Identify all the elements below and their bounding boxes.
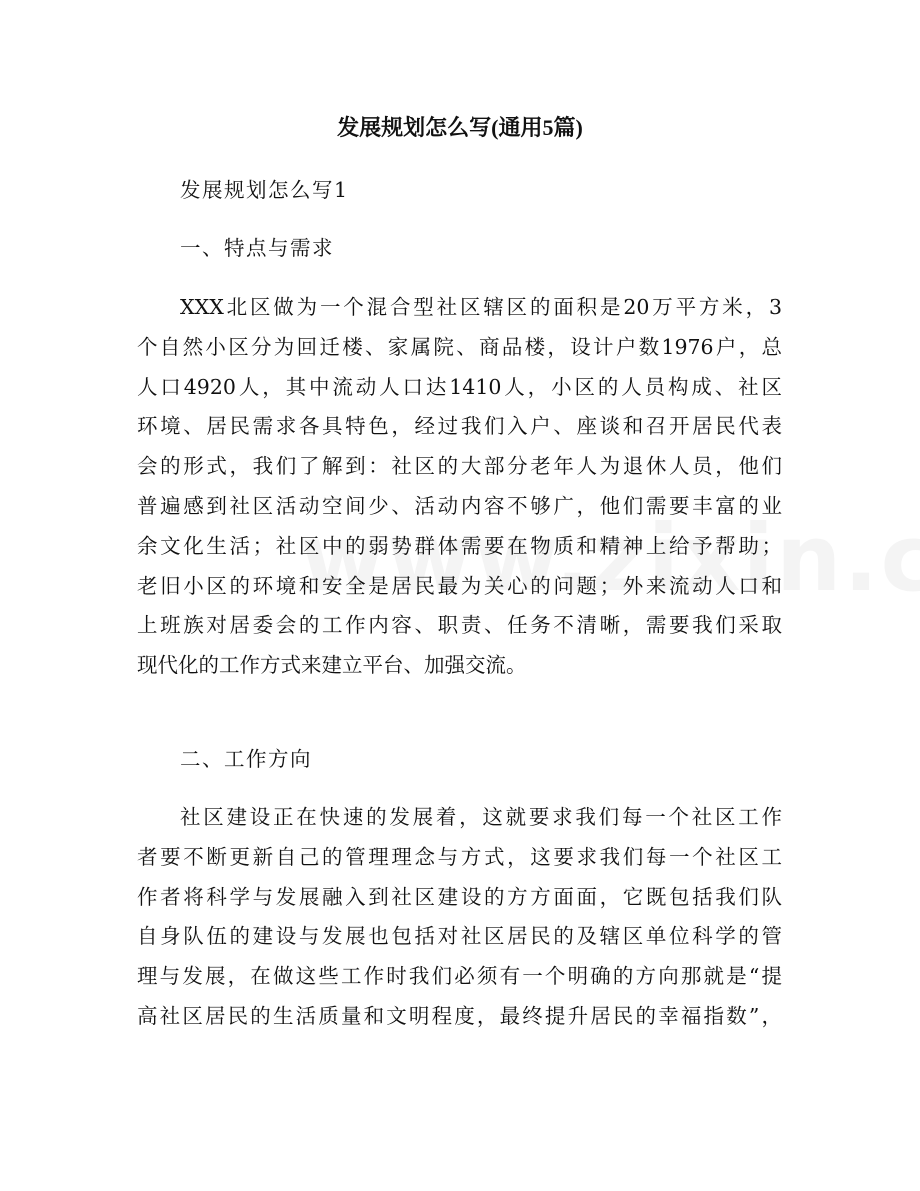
paragraph-line: 个自然小区分为回迁楼、家属院、商品楼，设计户数1976户，总 [137, 334, 782, 359]
paragraph-line: XXX北区做为一个混合型社区辖区的面积是20万平方米，3 [180, 295, 782, 319]
paragraph-line: 老旧小区的环境和安全是居民最为关心的问题；外来流动人口和 [137, 573, 782, 598]
paragraph-line: 上班族对居委会的工作内容、职责、任务不清晰，需要我们采取 [137, 613, 782, 638]
paragraph-line: 社区建设正在快速的发展着，这就要求我们每一个社区工作 [180, 805, 782, 829]
part2-paragraph [137, 798, 782, 1037]
paragraph-line: 理与发展，在做这些工作时我们必须有一个明确的方向那就是“提 [137, 964, 782, 989]
part1-heading: 一、特点与需求 [180, 236, 334, 260]
paragraph-line: 高社区居民的生活质量和文明程度，最终提升居民的幸福指数”， [137, 1003, 782, 1028]
paragraph-line: 普遍感到社区活动空间少、活动内容不够广，他们需要丰富的业 [137, 493, 782, 518]
paragraph-line: 余文化生活；社区中的弱势群体需要在物质和精神上给予帮助； [137, 533, 782, 558]
section-heading: 发展规划怎么写1 [180, 178, 349, 202]
paragraph-line: 环境、居民需求各具特色，经过我们入户、座谈和召开居民代表 [137, 414, 782, 439]
paragraph-line: 自身队伍的建设与发展也包括对社区居民的及辖区单位科学的管 [137, 924, 782, 949]
document-title: 发展规划怎么写(通用5篇) [337, 115, 583, 140]
paragraph-line: 现代化的工作方式来建立平台、加强交流。 [137, 653, 527, 678]
paragraph-line: 者要不断更新自己的管理理念与方式，这要求我们每一个社区工 [137, 844, 782, 869]
paragraph-line: 会的形式，我们了解到：社区的大部分老年人为退休人员，他们 [137, 454, 782, 479]
paragraph-line: 作者将科学与发展融入到社区建设的方方面面，它既包括我们队 [137, 884, 782, 909]
part2-heading: 二、工作方向 [180, 747, 312, 771]
paragraph-line: 人口4920人，其中流动人口达1410人，小区的人员构成、社区 [137, 374, 782, 399]
part1-paragraph [137, 288, 782, 686]
